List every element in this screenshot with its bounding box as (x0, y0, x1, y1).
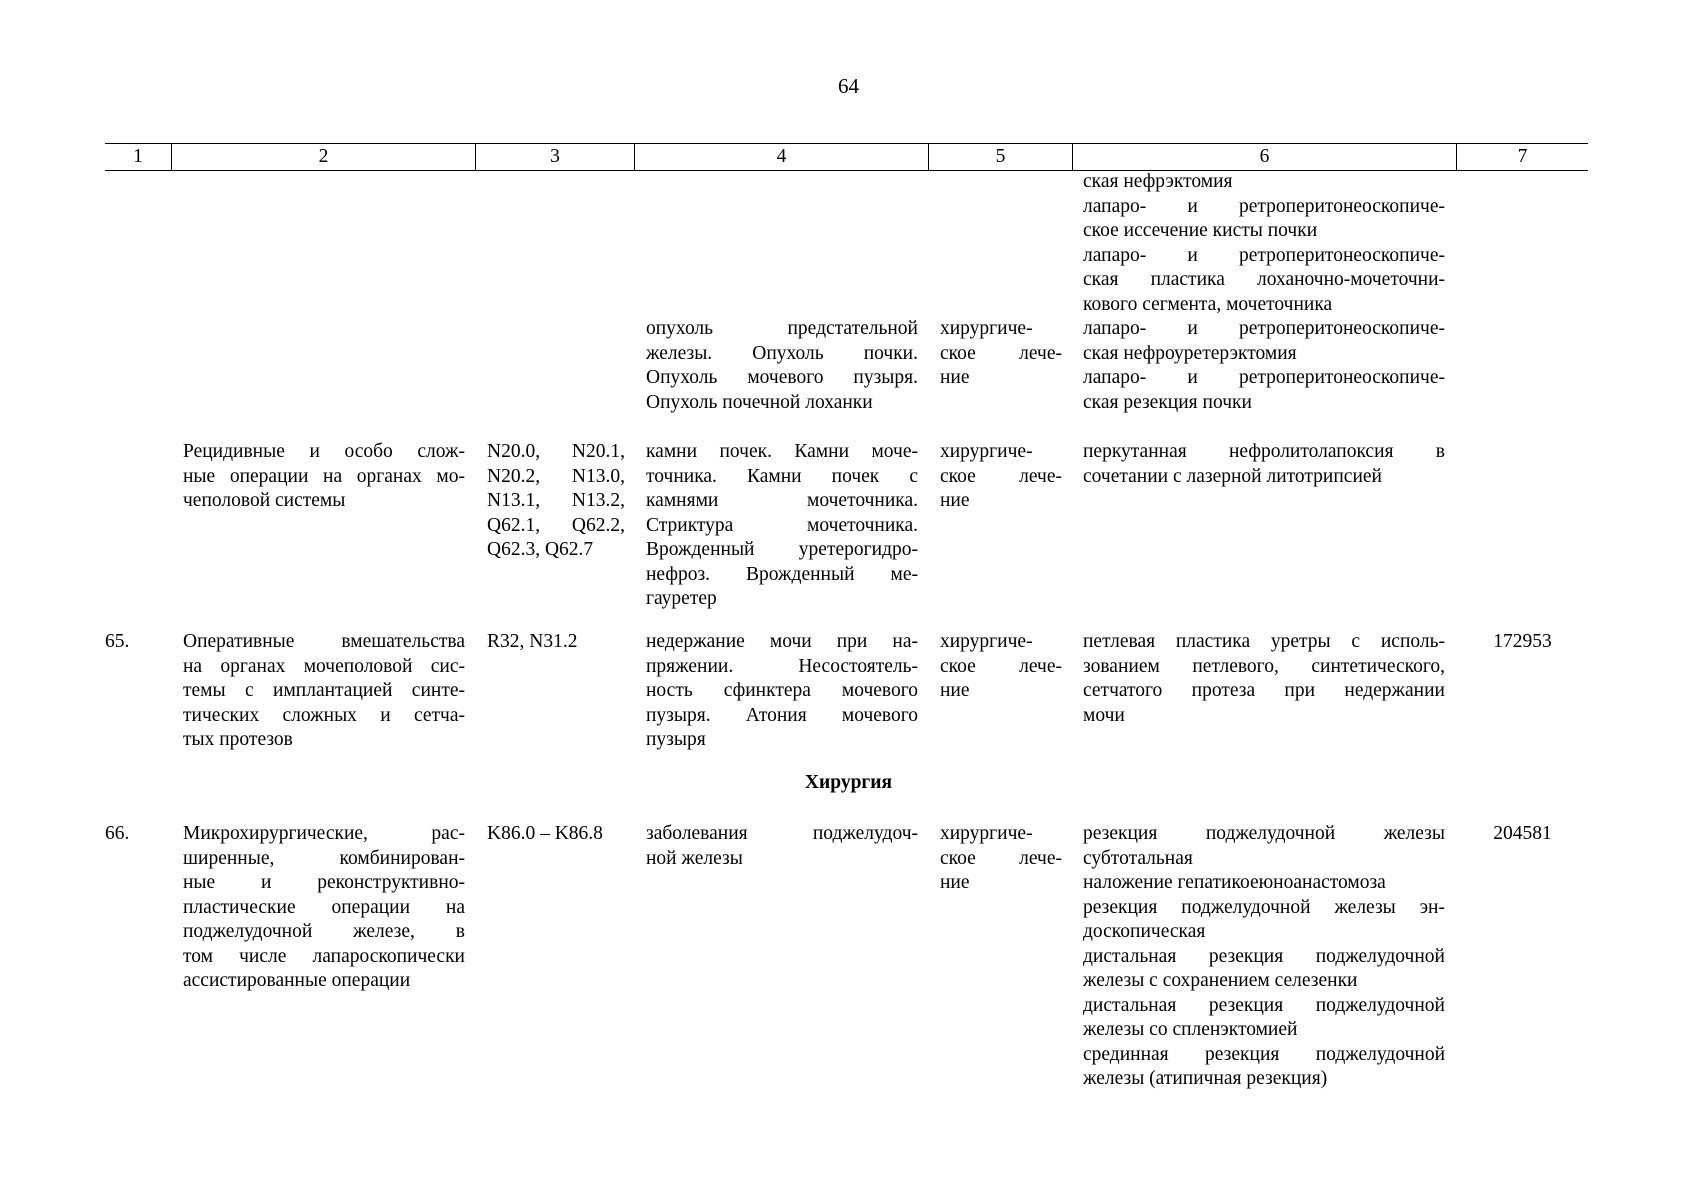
text-line: зованием петлевого, синтетического, (1083, 655, 1445, 677)
text-line: ассистированные операции (183, 970, 411, 991)
text-line: N13.1, N13.2, (487, 490, 625, 511)
text-line: ние (940, 367, 970, 388)
text-line: кового сегмента, мочеточника (1083, 293, 1333, 315)
text-line: ское лече- (940, 847, 1062, 869)
text-line: ные и реконструктивно- (183, 872, 465, 893)
text-line: тических сложных и сетча- (183, 704, 465, 726)
text-line: ние (940, 680, 970, 701)
text-line: хирургиче- (940, 441, 1033, 462)
text-line: резекция поджелудочной железы эн- (1083, 896, 1445, 918)
text-line: N20.2, N13.0, (487, 465, 625, 487)
text-line: перкутанная нефролитолапоксия в (1083, 441, 1445, 462)
text-line: точника. Камни почек с (646, 465, 918, 487)
text-line: ское лече- (940, 465, 1062, 487)
recurrent-operation-title (183, 440, 465, 514)
text-line: ширенные, комбинирован- (183, 847, 465, 869)
row-66-methods (1083, 822, 1445, 1092)
text-line: тых протезов (183, 729, 293, 750)
text-line: Оперативные вмешательства (183, 631, 465, 652)
continuation-methods-top (1083, 170, 1445, 317)
text-line: ское лече- (940, 342, 1062, 364)
row-65-icd-codes (487, 630, 625, 655)
text-line: хирургиче- (940, 823, 1033, 844)
text-line: железы с сохранением селезенки (1083, 970, 1358, 991)
table-header-row (105, 143, 1588, 171)
text-line: ское иссечение кисты почки (1083, 220, 1318, 241)
row-65-cost: 172953 (1493, 631, 1552, 652)
text-line: нефроз. Врожденный ме- (646, 563, 918, 585)
header-col-3: 3 (550, 146, 560, 167)
text-line: лапаро- и ретроперитонеоскопиче- (1083, 244, 1445, 266)
recurrent-icd-codes (487, 440, 625, 563)
text-line: чеполовой системы (183, 490, 346, 511)
text-line: ская нефроуретерэктомия (1083, 342, 1297, 364)
text-line: N20.0, N20.1, (487, 441, 625, 462)
text-line: пузыря (646, 729, 706, 750)
text-line: том числе лапароскопически (183, 945, 465, 967)
text-line: доскопическая (1083, 921, 1206, 942)
text-line: ское лече- (940, 655, 1062, 677)
text-line: субтотальная (1083, 847, 1193, 869)
section-title: Хирургия (804, 772, 893, 793)
continuation-treatment-type (940, 317, 1062, 391)
text-line: ные операции на органах мо- (183, 465, 465, 487)
row-66-title (183, 822, 465, 994)
text-line: Опухоль почечной лоханки (646, 391, 873, 413)
header-col-5: 5 (995, 146, 1006, 167)
text-line: сетчатого протеза при недержании (1083, 680, 1445, 701)
text-line: мочи (1083, 704, 1125, 726)
header-col-6: 6 (1259, 146, 1270, 167)
text-line: ность сфинктера мочевого (646, 680, 918, 701)
text-line: камни почек. Камни моче- (646, 441, 918, 462)
text-line: ной железы (646, 847, 743, 869)
row-66-icd-codes (487, 822, 625, 847)
text-line: Стриктура мочеточника. (646, 514, 918, 536)
row-66-treatment-type (940, 822, 1062, 896)
text-line: ние (940, 872, 970, 893)
text-line: R32, N31.2 (487, 631, 578, 652)
text-line: дистальная резекция поджелудочной (1083, 945, 1445, 967)
row-66-diagnosis (646, 822, 918, 871)
text-line: недержание мочи при на- (646, 631, 918, 652)
text-line: Q62.1, Q62.2, (487, 514, 625, 536)
text-line: железы со спленэктомией (1083, 1019, 1298, 1040)
text-line: ская резекция почки (1083, 391, 1252, 413)
text-line: лапаро- и ретроперитонеоскопиче- (1083, 318, 1445, 339)
text-line: резекция поджелудочной железы (1083, 823, 1445, 844)
text-line: сочетании с лазерной литотрипсией (1083, 465, 1382, 487)
recurrent-diagnosis (646, 440, 918, 612)
text-line: гауретер (646, 588, 717, 609)
text-line: пластические операции на (183, 896, 465, 918)
row-66-cost: 204581 (1493, 823, 1552, 844)
page-number: 64 (838, 74, 859, 98)
text-line: ская нефрэктомия (1083, 171, 1233, 192)
header-col-2: 2 (318, 146, 329, 167)
text-line: Q62.3, Q62.7 (487, 539, 594, 560)
row-65-diagnosis (646, 630, 918, 753)
text-line: пузыря. Атония мочевого (646, 704, 918, 726)
text-line: наложение гепатикоеюноанастомоза (1083, 872, 1386, 893)
row-65-title (183, 630, 465, 753)
continuation-diagnosis (646, 317, 918, 415)
text-line: поджелудочной железе, в (183, 921, 465, 942)
text-line: лапаро- и ретроперитонеоскопиче- (1083, 367, 1445, 388)
text-line: петлевая пластика уретры с исполь- (1083, 631, 1445, 652)
text-line: дистальная резекция поджелудочной (1083, 994, 1445, 1016)
row-65-methods (1083, 630, 1445, 728)
text-line: на органах мочеполовой сис- (183, 655, 465, 677)
text-line: заболевания поджелудоч- (646, 823, 918, 844)
text-line: Микрохирургические, рас- (183, 823, 465, 844)
recurrent-treatment-type (940, 440, 1062, 514)
text-line: лапаро- и ретроперитонеоскопиче- (1083, 195, 1445, 217)
text-line: железы. Опухоль почки. (646, 342, 918, 364)
text-line: ская пластика лоханочно-мочеточни- (1083, 269, 1445, 290)
text-line: камнями мочеточника. (646, 490, 918, 511)
header-col-7: 7 (1517, 146, 1528, 167)
text-line: хирургиче- (940, 631, 1033, 652)
row-65-treatment-type (940, 630, 1062, 704)
text-line: хирургиче- (940, 318, 1033, 339)
text-line: темы с имплантацией синте- (183, 680, 465, 701)
header-col-4: 4 (776, 146, 787, 167)
text-line: K86.0 – K86.8 (487, 823, 603, 844)
text-line: железы (атипичная резекция) (1083, 1068, 1328, 1089)
text-line: Врожденный уретерогидро- (646, 539, 918, 560)
text-line: срединная резекция поджелудочной (1083, 1043, 1445, 1065)
text-line: ние (940, 490, 970, 511)
text-line: Рецидивные и особо слож- (183, 441, 465, 462)
text-line: опухоль предстательной (646, 318, 918, 339)
header-col-1: 1 (133, 146, 143, 167)
text-line: Опухоль мочевого пузыря. (646, 367, 918, 388)
row-66-number: 66. (105, 823, 130, 844)
row-65-number: 65. (105, 631, 130, 652)
text-line: пряжении. Несостоятель- (646, 655, 918, 677)
recurrent-methods (1083, 440, 1445, 489)
continuation-methods-bottom (1083, 317, 1445, 415)
